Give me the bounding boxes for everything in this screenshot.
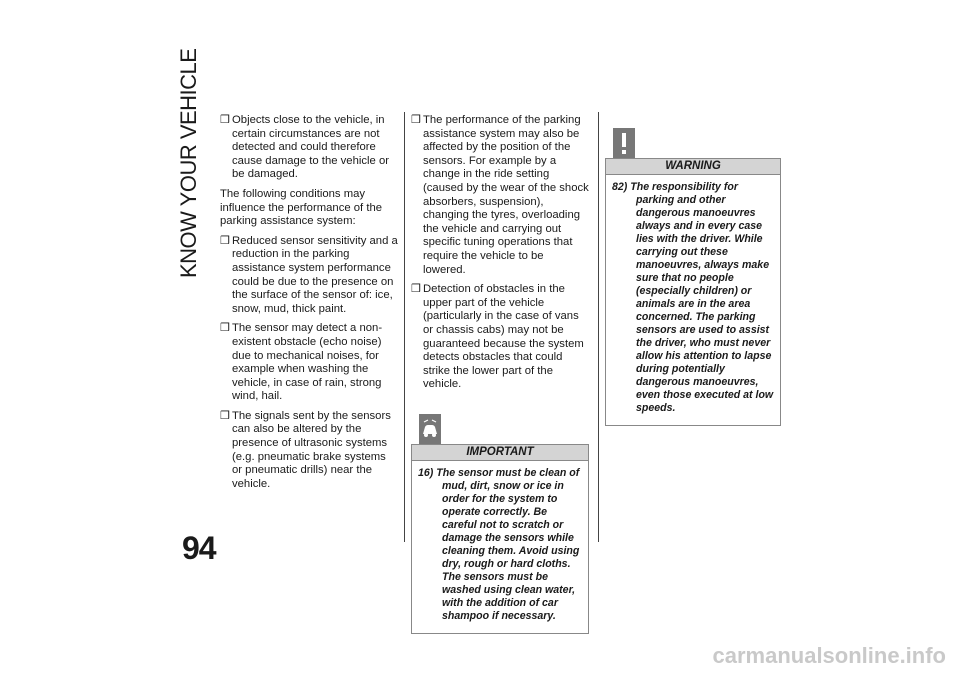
exclamation-icon <box>613 128 635 158</box>
important-box <box>411 461 589 634</box>
car-warning-icon <box>419 414 441 444</box>
bullet-box: ❒ <box>411 283 421 296</box>
bullet-text: The performance of the parking assistance system may also be affected by the position of the sensors. For example by a change in the ride setting (caused by the wear of the shock absorbers, suspension), changing the tyres, overloading the vehicle and carrying out specific tuning operations that require the vehicle to be lowered. <box>423 114 589 276</box>
bullet-item <box>411 283 589 392</box>
bullet-item <box>220 322 398 404</box>
bullet-box: ❒ <box>220 409 230 422</box>
bullet-text: Reduced sensor sensitivity and a reduction in the parking assistance system performance could be due to the presence on the surface of the sensor of: ice, snow, mud, thick paint. <box>232 234 398 315</box>
column-divider <box>404 112 405 542</box>
important-icon-wrap <box>411 398 589 444</box>
column-1 <box>220 114 398 497</box>
column-3 <box>605 118 781 426</box>
bullet-item <box>220 235 398 317</box>
watermark: carmanualsonline.info <box>712 643 946 668</box>
column-2 <box>411 114 589 634</box>
page-number: 94 <box>182 530 216 566</box>
bullet-text: The sensor may detect a non-existent obstacle (echo noise) due to mechanical noises, for example when washing the vehicle, in case of rain, strong wind, hail. <box>232 322 383 403</box>
intro-paragraph: The following conditions may influence the performance of the parking assistance system: <box>220 187 383 228</box>
bullet-box: ❒ <box>220 114 230 126</box>
warning-note: 82) The responsibility for parking and other dangerous manoeuvres always and in every case lies with the driver. While carrying out these manoeuvres, always make sure that no people (especially children) or animals are in the area concerned. The parking sensors are used to assist the driver, who must never allow his attention to lapse during potentially dangerous manoeuvres, even those executed at low speeds. <box>612 181 774 414</box>
bullet-item <box>411 114 589 277</box>
important-note: 16) The sensor must be clean of mud, dirt, snow or ice in order for the system to operate correctly. Be careful not to scratch or damage the sensors while cleaning them. Avoid using dry, rough or hard cloths. The sensors must be washed using clean water, with the addition of car shampoo if necessary. <box>418 466 580 622</box>
bullet-box: ❒ <box>411 114 421 126</box>
bullet-box: ❒ <box>220 322 230 335</box>
important-header: IMPORTANT <box>411 444 589 461</box>
bullet-item <box>220 410 398 492</box>
warning-icon-wrap <box>605 118 781 158</box>
bullet-text: Objects close to the vehicle, in certain circumstances are not detected and could therefore cause damage to the vehicle or be damaged. <box>232 114 389 181</box>
bullet-text: Detection of obstacles in the upper part of the vehicle (particularly in the case of vans or chassis cabs) may not be guaranteed because the system detects obstacles that could strike the lower part of the vehicle. <box>423 283 584 391</box>
warning-box <box>605 175 781 426</box>
bullet-item <box>220 114 398 182</box>
section-title-vertical: KNOW YOUR VEHICLE <box>176 48 201 278</box>
bullet-box: ❒ <box>220 234 230 247</box>
bullet-text: The signals sent by the sensors can also be altered by the presence of ultrasonic systems (e.g. pneumatic brake systems or pneumatic drills) near the vehicle. <box>232 409 391 490</box>
warning-header: WARNING <box>605 158 781 175</box>
column-divider <box>598 112 599 542</box>
